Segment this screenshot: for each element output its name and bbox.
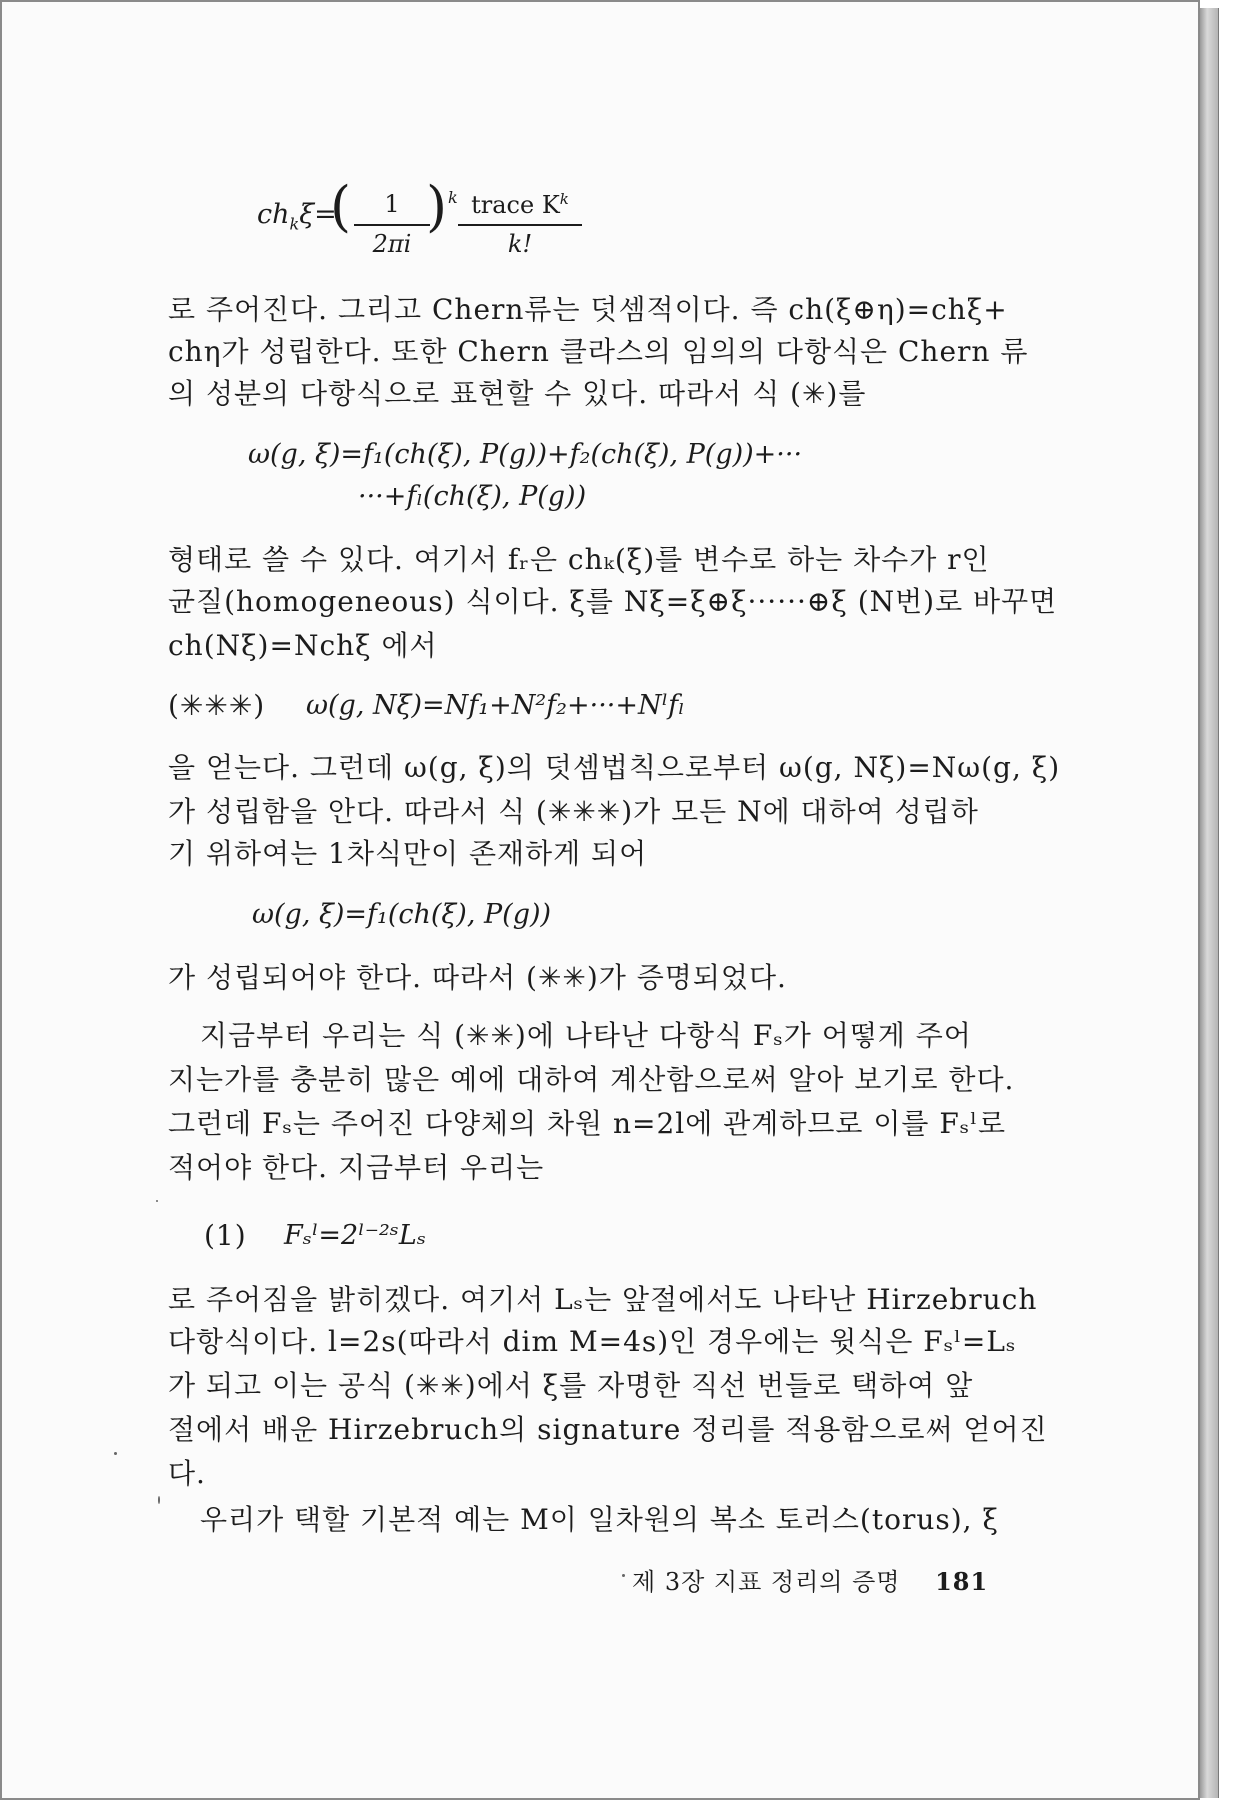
paragraph3-line2: 가 성립함을 안다. 따라서 식 (✳✳✳)가 모든 N에 대하여 성립하 [168,795,979,828]
formula-omega-line2: ···+fₗ(ch(ξ), P(g)) [358,481,587,512]
fraction-denominator: 2πi [372,230,412,258]
scan-speck [158,1496,160,1504]
page-number: 181 [935,1567,989,1596]
formula-omega-line1: ω(g, ξ)=f₁(ch(ξ), P(g))+f₂(ch(ξ), P(g))+··· [248,439,803,470]
formula-1-label: (1) [204,1219,247,1252]
left-paren: ( [330,175,352,238]
paragraph5-line4: 적어야 한다. 지금부터 우리는 [168,1151,545,1184]
paragraph6-line4: 절에서 배운 Hirzebruch의 signature 정리를 적용함으로써 얻어진 [168,1413,1048,1446]
paragraph5-line1: 지금부터 우리는 식 (✳✳)에 나타난 다항식 Fₛ가 어떻게 주어 [200,1019,972,1052]
paragraph6-line5: 다. [168,1457,206,1490]
power-exponent: k [448,188,458,207]
page-edge-shadow [1200,8,1219,1798]
right-paren: ) [426,175,448,238]
paragraph5-line2: 지는가를 충분히 많은 예에 대하여 계산함으로써 알아 보기로 한다. [168,1063,1015,1096]
page-footer [632,1562,988,1597]
trace-numerator: trace $K^k$ [471,190,569,219]
scan-speck [114,1452,117,1455]
paragraph1-line1: 로 주어진다. 그리고 Chern류는 덧셈적이다. 즉 ch(ξ⊕η)=chξ+ [168,293,1008,326]
formula-omega-single: ω(g, ξ)=f₁(ch(ξ), P(g)) [252,899,552,930]
scan-speck [622,1574,625,1577]
paragraph7-line1: 우리가 택할 기본적 예는 M이 일차원의 복소 토러스(torus), ξ [200,1503,999,1536]
trace-fraction-bar [458,224,582,226]
formula-triple-star-body: ω(g, Nξ)=Nf₁+N²f₂+···+Nˡfₗ [306,690,685,721]
running-footer: 제 3장 지표 정리의 증명 [632,1568,901,1596]
scan-speck [156,1200,158,1202]
trace-denominator: k! [507,230,533,258]
paragraph6-line1: 로 주어짐을 밝히겠다. 여기서 Lₛ는 앞절에서도 나타난 Hirzebruch [168,1283,1038,1316]
paragraph3-line1: 을 얻는다. 그런데 ω(g, ξ)의 덧셈법칙으로부터 ω(g, Nξ)=Nω(g, ξ) [168,751,1061,784]
fraction-bar [354,224,430,226]
paragraph2-line3: ch(Nξ)=Nchξ 에서 [168,629,438,662]
paragraph6-line2: 다항식이다. l=2s(따라서 dim M=4s)인 경우에는 윗식은 Fₛˡ=Lₛ [168,1325,1017,1358]
fraction-numerator: 1 [384,190,400,218]
formula-lhs: $ch_k\xi=$ [257,199,337,234]
paragraph1-line2: chη가 성립한다. 또한 Chern 클라스의 임의의 다항식은 Chern 류 [168,335,1029,368]
paragraph2-line2: 균질(homogeneous) 식이다. ξ를 Nξ=ξ⊕ξ······⊕ξ (N번)로 바꾸면 [168,585,1058,618]
paragraph6-line3: 가 되고 이는 공식 (✳✳)에서 ξ를 자명한 직선 번들로 택하여 앞 [168,1369,974,1402]
paragraph2-line1: 형태로 쓸 수 있다. 여기서 fᵣ은 chₖ(ξ)를 변수로 하는 차수가 r인 [168,543,990,576]
paragraph3-line3: 기 위하여는 1차식만이 존재하게 되어 [168,837,648,870]
formula-1-body: Fₛˡ=2ˡ⁻²ˢLₛ [284,1220,426,1251]
formula-triple-star-label: (✳✳✳) [168,689,266,722]
paragraph4-line1: 가 성립되어야 한다. 따라서 (✳✳)가 증명되었다. [168,961,787,994]
paragraph1-line3: 의 성분의 다항식으로 표현할 수 있다. 따라서 식 (✳)를 [168,377,867,410]
paragraph5-line3: 그런데 Fₛ는 주어진 다양체의 차원 n=2l에 관계하므로 이를 Fₛˡ로 [168,1107,1007,1140]
